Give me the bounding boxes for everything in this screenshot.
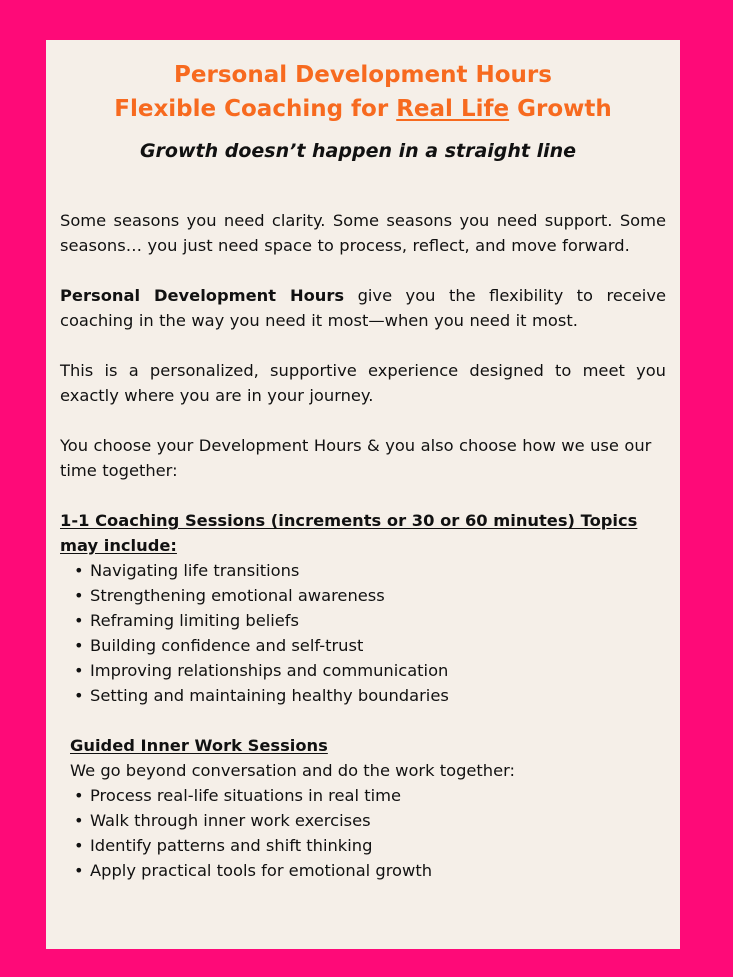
inner-work-intro: We go beyond conversation and do the work together: — [70, 761, 516, 780]
intro-paragraph: Some seasons you need clarity. Some seasons you need support. Some seasons… you just need space to process, reflect, and move forward. — [60, 211, 666, 255]
list-item-text: Process real-life situations in real time — [90, 786, 401, 805]
inner-work-heading: Guided Inner Work Sessions — [70, 736, 328, 755]
bullet-icon: • — [74, 561, 84, 580]
list-item — [74, 608, 666, 633]
bullet-icon: • — [74, 811, 84, 830]
list-item — [74, 858, 666, 883]
title-line-2 — [60, 92, 666, 126]
list-item — [74, 633, 666, 658]
list-item-text: Building confidence and self-trust — [90, 636, 364, 655]
list-item — [74, 783, 666, 808]
personalized-paragraph: This is a personalized, supportive experience designed to meet you exactly where you are in your journey. — [60, 361, 666, 405]
flexibility-paragraph — [60, 283, 666, 333]
bullet-icon: • — [74, 861, 84, 880]
coaching-topics-list — [60, 558, 666, 708]
list-item-text: Strengthening emotional awareness — [90, 586, 385, 605]
bullet-icon: • — [74, 686, 84, 705]
list-item-text: Identify patterns and shift thinking — [90, 836, 373, 855]
bullet-icon: • — [74, 611, 84, 630]
tagline: Growth doesn’t happen in a straight line — [139, 140, 577, 162]
title-line-1: Personal Development Hours — [174, 62, 552, 88]
title-line-2-start: Flexible Coaching for — [114, 96, 397, 122]
list-item-text: Improving relationships and communication — [90, 661, 449, 680]
list-item — [74, 808, 666, 833]
list-item — [74, 658, 666, 683]
list-item-text: Setting and maintaining healthy boundaries — [90, 686, 449, 705]
list-item — [74, 558, 666, 583]
title-underlined-phrase: Real Life — [396, 96, 510, 122]
coaching-heading: 1-1 Coaching Sessions (increments or 30 or 60 minutes) Topics may include: — [60, 511, 638, 555]
inner-work-list — [60, 783, 666, 883]
title-line-2-end: Growth — [509, 96, 612, 122]
bullet-icon: • — [74, 586, 84, 605]
list-item — [74, 833, 666, 858]
page-title — [60, 58, 666, 126]
list-item-text: Navigating life transitions — [90, 561, 300, 580]
list-item — [74, 683, 666, 708]
bullet-icon: • — [74, 836, 84, 855]
list-item-text: Walk through inner work exercises — [90, 811, 371, 830]
flexibility-paragraph-rest: give you the flexibility to receive coaching in the way you need it most—when you need it most. — [60, 286, 666, 330]
bullet-icon: • — [74, 636, 84, 655]
list-item-text: Reframing limiting beliefs — [90, 611, 300, 630]
list-item — [74, 583, 666, 608]
choice-paragraph: You choose your Development Hours & you also choose how we use our time together: — [60, 436, 652, 480]
bullet-icon: • — [74, 661, 84, 680]
list-item-text: Apply practical tools for emotional growth — [90, 861, 433, 880]
flexibility-paragraph-bold: Personal Development Hours — [60, 286, 345, 305]
flyer-card — [46, 40, 680, 949]
bullet-icon: • — [74, 786, 84, 805]
